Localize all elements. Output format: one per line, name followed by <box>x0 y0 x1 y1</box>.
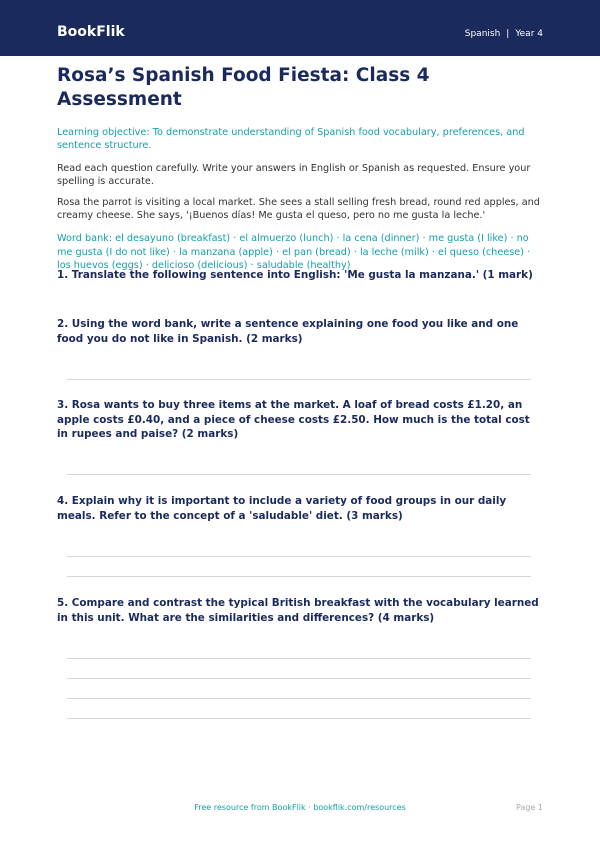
instructions-text: Read each question carefully. Write your answers in English or Spanish as requested. Ensure your spelling is accurate. <box>57 163 531 187</box>
question-3: 3. Rosa wants to buy three items at the market. A loaf of bread costs £1.20, an apple costs £0.40, and a piece of cheese costs £2.50. How much is the total cost in rupees and paise? (2 marks) <box>57 399 530 440</box>
story-text: Rosa the parrot is visiting a local market. She sees a stall selling fresh bread, round red apples, and creamy cheese. She says, '¡Buenos días! Me gusta el queso, pero no me gusta la leche.' <box>57 197 540 221</box>
answer-line[interactable] <box>67 474 531 475</box>
subject-year-label <box>465 28 543 40</box>
answer-line[interactable] <box>67 576 531 577</box>
learning-objective: Learning objective: To demonstrate understanding of Spanish food vocabulary, preferences, and sentence structure. <box>57 127 525 151</box>
brand-logo[interactable]: BookFlik <box>57 24 125 40</box>
answer-line[interactable] <box>67 698 531 699</box>
question-2: 2. Using the word bank, write a sentence explaining one food you like and one food you do not like in Spanish. (2 marks) <box>57 318 519 345</box>
answer-line[interactable] <box>67 379 531 380</box>
page-number: Page 1 <box>516 803 543 812</box>
answer-line[interactable] <box>67 658 531 659</box>
meta-separator: | <box>506 29 510 39</box>
answer-line[interactable] <box>67 678 531 679</box>
question-5: 5. Compare and contrast the typical British breakfast with the vocabulary learned in this unit. What are the similarities and differences? (4 marks) <box>57 597 539 624</box>
page-title: Rosa’s Spanish Food Fiesta: Class 4 Assessment <box>57 65 430 110</box>
question-4: 4. Explain why it is important to include a variety of food groups in our daily meals. Refer to the concept of a 'saludable' diet. (3 marks) <box>57 495 507 522</box>
answer-line[interactable] <box>67 556 531 557</box>
question-1: 1. Translate the following sentence into English: 'Me gusta la manzana.' (1 mark) <box>57 269 533 281</box>
intro-section <box>57 64 543 273</box>
word-bank: Word bank: el desayuno (breakfast) · el almuerzo (lunch) · la cena (dinner) · me gusta (I like) · no me gusta (I do not like) · la manzana (apple) · el pan (bread) · la leche (milk) · el queso (cheese) · los huevos (eggs) · delicioso (delicious) · saludable (healthy) <box>57 233 531 271</box>
subject-label: Spanish <box>464 29 501 39</box>
footer-resource-link[interactable]: Free resource from BookFlik · bookflik.com/resources <box>194 803 406 812</box>
year-label: Year 4 <box>515 29 543 39</box>
header-bar <box>0 0 600 56</box>
answer-line[interactable] <box>67 718 531 719</box>
